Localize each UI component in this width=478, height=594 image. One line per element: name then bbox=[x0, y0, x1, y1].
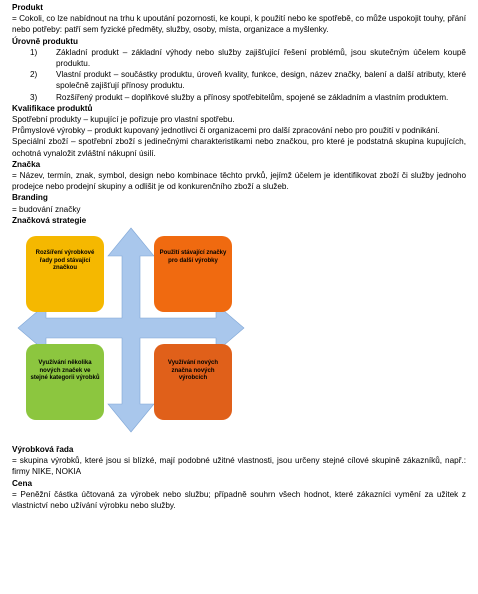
heading-znackova-strategie: Značková strategie bbox=[12, 215, 87, 225]
vyrobkova-rada-definition: = skupina výrobků, které jsou si blízké, mají podobné užitné vlastnosti, jsou určeny stejné cílové skupině zákazníků, např.: firmy NIKE, NOKIA bbox=[12, 456, 466, 477]
list-item-text: Rozšířený produkt – doplňkové služby a přínosy spotřebitelům, spojené se základním a vlastním produktem. bbox=[56, 92, 449, 102]
box-top-right bbox=[154, 236, 232, 312]
urovne-item-2 bbox=[12, 69, 466, 91]
box-top-left bbox=[26, 236, 104, 312]
box-bottom-left-label: Využívání několika nových značek ve stejné kategorii výrobků bbox=[30, 360, 100, 382]
kvalifikace-line-1: Spotřební produkty – kupující je pořizuje pro vlastní spotřebu. bbox=[12, 115, 235, 125]
cena-definition: = Peněžní částka účtovaná za výrobek nebo službu; případně souhrn všech hodnot, které zákazníci vymění za užitek z vlastnictví nebo užívání výrobku nebo služby. bbox=[12, 489, 466, 511]
urovne-item-1 bbox=[12, 47, 466, 69]
heading-kvalifikace: Kvalifikace produktů bbox=[12, 103, 93, 113]
list-number: 1) bbox=[30, 47, 38, 57]
list-number: 2) bbox=[30, 70, 38, 80]
heading-znacka: Značka bbox=[12, 159, 41, 169]
document-page bbox=[12, 2, 466, 511]
branding-definition: = budování značky bbox=[12, 204, 81, 214]
brand-strategy-diagram bbox=[16, 226, 246, 436]
kvalifikace-line-2: Průmyslové výrobky – produkt kupovaný jednotlivci či organizacemi pro další zpracování nebo pro použití v podnikání. bbox=[12, 126, 440, 136]
heading-vyrobkova-rada: Výrobková řada bbox=[12, 445, 74, 455]
heading-branding: Branding bbox=[12, 193, 48, 203]
heading-produkt: Produkt bbox=[12, 3, 43, 12]
list-item-text: Vlastní produkt – součástky produktu, úroveň kvality, funkce, design, název značky, balení a další atributy, které společně zajišťují přínosy produktu. bbox=[56, 70, 466, 91]
box-top-left-label: Rozšíření výrobkové řady pod stávající značkou bbox=[35, 250, 95, 272]
urovne-item-3 bbox=[12, 92, 466, 103]
list-item-text: Základní produkt – základní výhody nebo služby zajišťující řešení problémů, jsou skutečným účelem koupě produktu. bbox=[56, 47, 466, 69]
znacka-definition: = Název, termín, znak, symbol, design nebo kombinace těchto prvků, jejímž účelem je identifikovat zboží či služby jednoho prodejce nebo prodejní skupiny a odlišit je od konkurenčního zboží a služeb. bbox=[12, 171, 466, 192]
kvalifikace-line-3: Speciální zboží – spotřební zboží s jedinečnými charakteristikami nebo značkou, pro které je podstatná skupina kupujících, ochotná vynaložit zvláštní nákupní úsilí. bbox=[12, 137, 466, 158]
produkt-definition: = Cokoli, co lze nabídnout na trhu k upoutání pozornosti, ke koupi, k použití nebo ke spotřebě, co může uspokojit touhy, přání nebo potřeby: patří sem fyzické předměty, služby, osoby, místa, organizace a myšlenky. bbox=[12, 14, 466, 35]
heading-urovne-produktu: Úrovně produktu bbox=[12, 36, 78, 46]
urovne-list bbox=[12, 47, 466, 103]
box-top-right-label: Použití stávající značky pro další výrobky bbox=[159, 250, 227, 264]
heading-cena: Cena bbox=[12, 478, 33, 488]
box-bottom-right-label: Využívání nových značna nových výrobcích bbox=[167, 360, 219, 382]
list-number: 3) bbox=[30, 92, 38, 102]
